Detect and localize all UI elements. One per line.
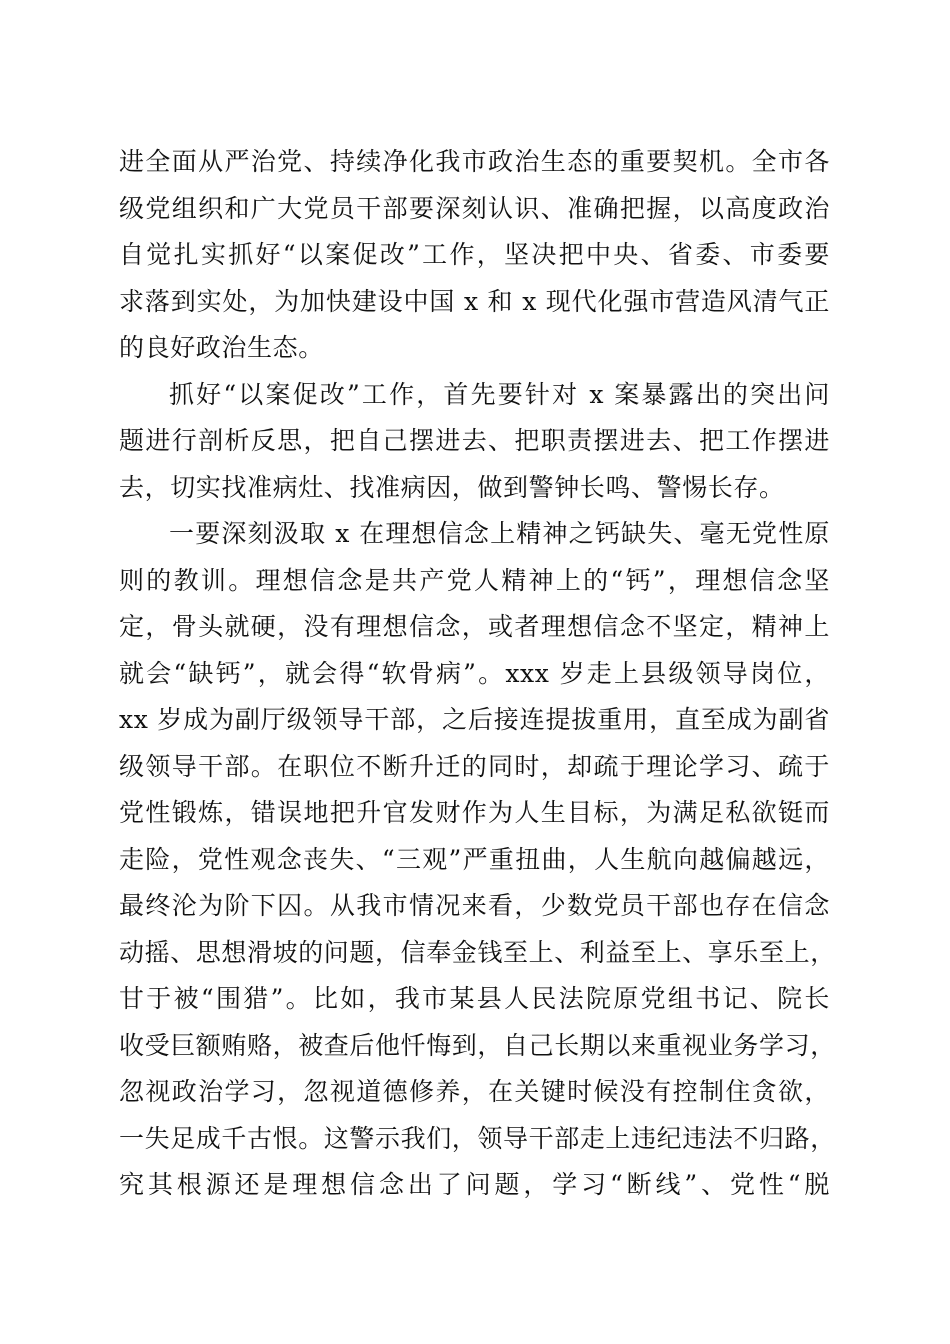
text-line: 走险，党性观念丧失、“三观”严重扭曲，人生航向越偏越远， bbox=[119, 844, 830, 874]
text-line: 级领导干部。在职位不断升迁的同时，却疏于理论学习、疏于 bbox=[119, 751, 830, 781]
text-line: 动摇、思想滑坡的问题，信奉金钱至上、利益至上、享乐至上， bbox=[119, 937, 836, 967]
text-line: 最终沦为阶下囚。从我市情况来看，少数党员干部也存在信念 bbox=[119, 891, 830, 920]
text-line: 去，切实找准病灶、找准病因，做到警钟长鸣、警惕长存。 bbox=[119, 472, 785, 502]
text-line: 就会“缺钙”，就会得“软骨病”。xxx 岁走上县级领导岗位， bbox=[119, 658, 830, 688]
text-line: 则的教训。理想信念是共产党人精神上的“钙”，理想信念坚 bbox=[119, 565, 830, 595]
text-line: 收受巨额贿赂，被查后他忏悔到，自己长期以来重视业务学习， bbox=[119, 1030, 836, 1060]
body-text bbox=[119, 139, 836, 1209]
text-line: 的良好政治生态。 bbox=[119, 333, 324, 362]
text-line: 一失足成千古恨。这警示我们，领导干部走上违纪违法不归路， bbox=[119, 1123, 836, 1153]
text-line: 求落到实处，为加快建设中国 x 和 x 现代化强市营造风清气正 bbox=[119, 286, 830, 316]
text-line: xx 岁成为副厅级领导干部，之后接连提拔重用，直至成为副省 bbox=[119, 705, 830, 734]
text-line: 定，骨头就硬，没有理想信念，或者理想信念不坚定，精神上 bbox=[119, 612, 830, 641]
text-line: 抓好“以案促改”工作，首先要针对 x 案暴露出的突出问 bbox=[169, 379, 830, 409]
paragraph bbox=[119, 511, 836, 1209]
text-line: 级党组织和广大党员干部要深刻认识、准确把握，以高度政治 bbox=[119, 193, 830, 223]
paragraph bbox=[119, 139, 830, 372]
text-line: 忽视政治学习，忽视道德修养，在关键时候没有控制住贪欲， bbox=[119, 1077, 830, 1106]
text-line: 自觉扎实抓好“以案促改”工作，坚决把中央、省委、市委要 bbox=[119, 240, 830, 269]
paragraph bbox=[119, 372, 830, 512]
text-line: 进全面从严治党、持续净化我市政治生态的重要契机。全市各 bbox=[119, 147, 830, 176]
text-line: 题进行剖析反思，把自己摆进去、把职责摆进去、把工作摆进 bbox=[119, 426, 830, 455]
text-line: 党性锻炼，错误地把升官发财作为人生目标，为满足私欲铤而 bbox=[119, 798, 830, 827]
text-line: 一要深刻汲取 x 在理想信念上精神之钙缺失、毫无党性原 bbox=[169, 519, 830, 548]
text-line: 甘于被“围猎”。比如，我市某县人民法院原党组书记、院长 bbox=[119, 984, 830, 1013]
text-line: 究其根源还是理想信念出了问题，学习“断线”、党性“脱 bbox=[119, 1170, 830, 1199]
